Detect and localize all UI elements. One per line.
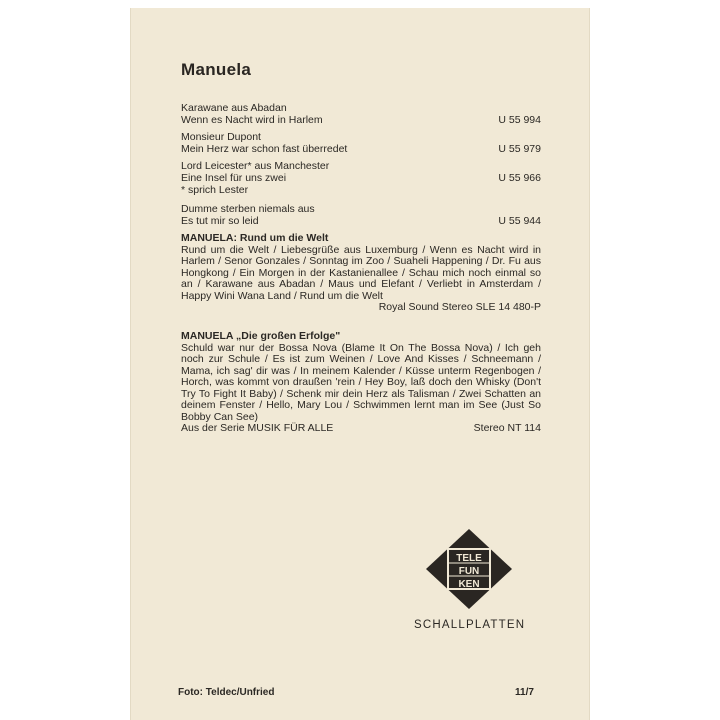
record-sleeve-card <box>130 8 590 720</box>
logo-line-2: FUN <box>458 566 480 577</box>
single-catalog-number: U 55 994 <box>498 114 541 126</box>
single-a-side: Lord Leicester* aus Manchester <box>181 160 330 172</box>
artist-title: Manuela <box>181 60 252 79</box>
single-a-side: Monsieur Dupont <box>181 131 261 143</box>
album-series: Aus der Serie MUSIK FÜR ALLE <box>181 422 334 434</box>
single-b-side: Mein Herz war schon fast überredet <box>181 143 348 155</box>
album-entry <box>181 233 541 314</box>
single-entry <box>181 131 541 155</box>
single-footnote: * sprich Lester <box>181 184 249 196</box>
single-b-side: Eine Insel für uns zwei <box>181 172 287 184</box>
album-title: MANUELA „Die großen Erfolge" <box>181 330 341 342</box>
album-footer <box>181 423 541 435</box>
photo-credit: Foto: Teldec/Unfried <box>178 687 275 698</box>
logo-line-3: KEN <box>458 579 480 590</box>
page-number: 11/7 <box>515 687 534 698</box>
single-entry <box>181 160 541 196</box>
single-catalog-number: U 55 979 <box>498 143 541 155</box>
single-entry <box>181 102 541 126</box>
album-footer <box>181 302 541 314</box>
album-catalog-number: Royal Sound Stereo SLE 14 480-P <box>378 301 541 313</box>
album-tracklist: Schuld war nur der Bossa Nova (Blame It On The Bossa Nova) / Ich geh noch zur Schule / Es ist zum Weinen / Love And Kisses / Schneemann / Mama, ich sag' dir was / In meinem Kalender / Küsse unterm Regenbogen / Horch, was kommt von draußen 'rein / Hey Boy, laß doch den Whisky (Don't Try To Fight It Baby) / Schenk mir dein Herz als Talisman / Zwei Schatten an deinem Fenster / Hello, Mary Lou / Schwimmen lernt man im See (Just So Bobby Can See) <box>181 341 541 423</box>
album-entry <box>181 331 541 435</box>
album-catalog-number: Stereo NT 114 <box>473 422 541 434</box>
logo-caption: SCHALLPLATTEN <box>414 619 526 631</box>
single-entry <box>181 203 541 227</box>
album-tracklist: Rund um die Welt / Liebesgrüße aus Luxemburg / Wenn es Nacht wird in Harlem / Senor Gonzales / Sonntag im Zoo / Suaheli Happening / Dr. Fu aus Hongkong / Ein Morgen in der Kastanienallee / Schau mich noch einmal so an / Karawane aus Abadan / Maus und Elefant / Verliebt in Amsterdam / Happy Wini Wana Land / Rund um die Welt <box>181 243 541 302</box>
single-b-side: Wenn es Nacht wird in Harlem <box>181 114 323 126</box>
single-catalog-number: U 55 944 <box>498 215 541 227</box>
logo-line-1: TELE <box>456 553 482 564</box>
single-catalog-number: U 55 966 <box>498 172 541 184</box>
single-b-side: Es tut mir so leid <box>181 215 259 227</box>
single-a-side: Dumme sterben niemals aus <box>181 203 315 215</box>
album-title: MANUELA: Rund um die Welt <box>181 232 329 244</box>
single-a-side: Karawane aus Abadan <box>181 102 287 114</box>
telefunken-logo <box>425 528 513 610</box>
